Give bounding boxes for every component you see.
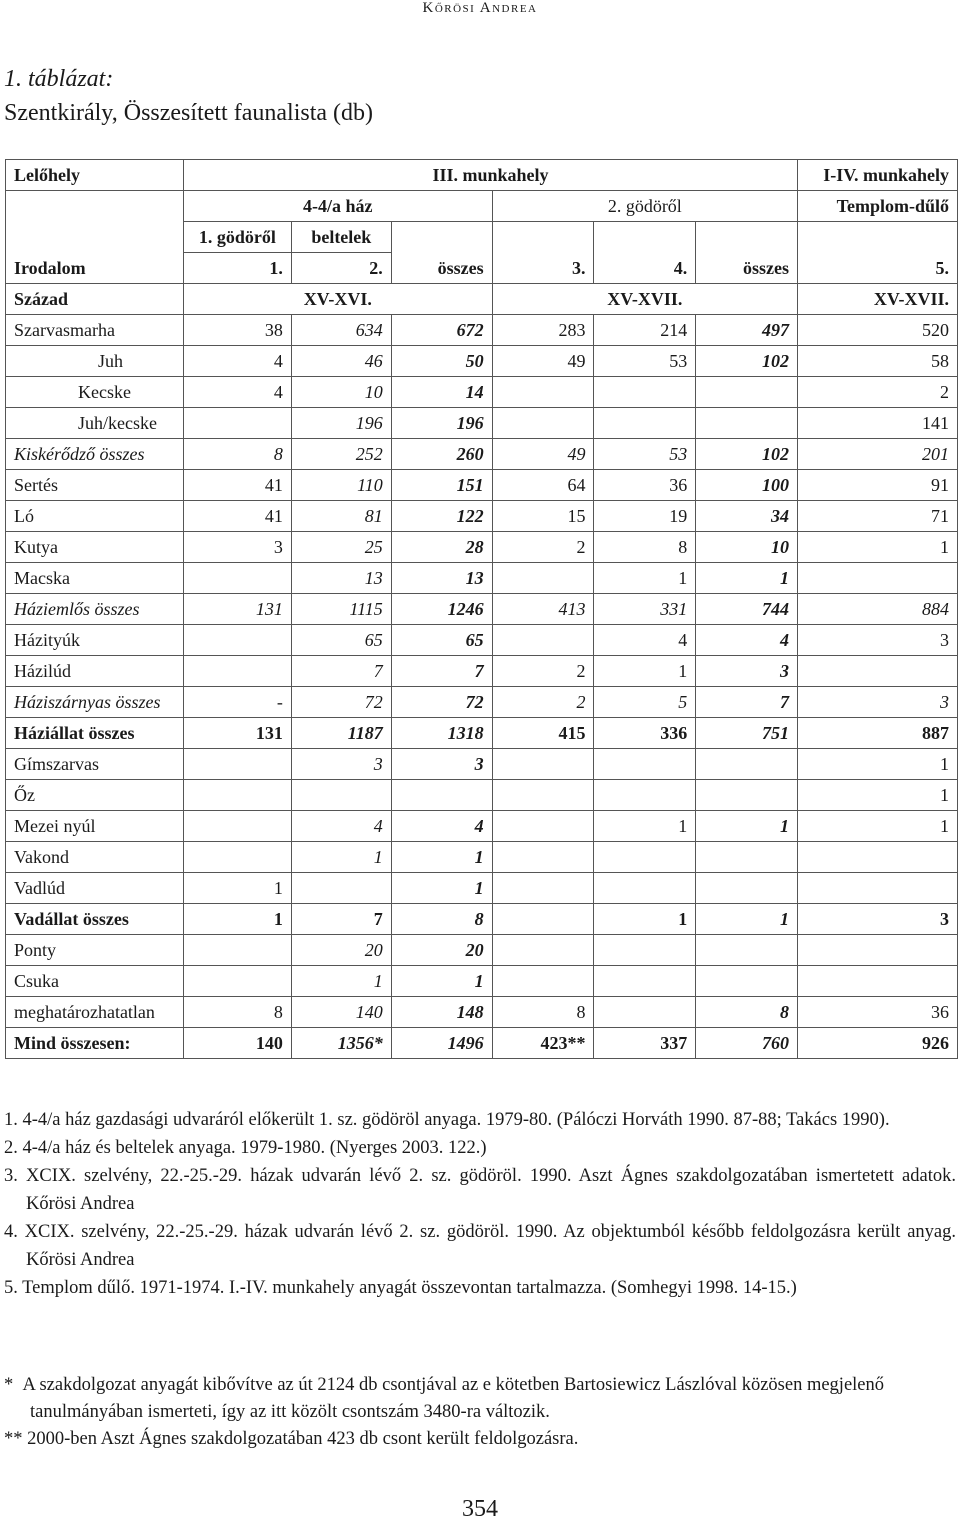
row-value: 53 [594, 439, 696, 470]
row-value [798, 563, 958, 594]
row-label: Háziszárnyas összes [6, 687, 184, 718]
header-row-features [6, 222, 958, 253]
table-row [6, 718, 958, 749]
row-value: 3 [798, 687, 958, 718]
row-label: Vakond [6, 842, 184, 873]
row-value: 53 [594, 346, 696, 377]
header-row-sites [6, 191, 958, 222]
row-value: 201 [798, 439, 958, 470]
row-value: 13 [291, 563, 391, 594]
caption-title: Szentkirály, Összesített faunalista (db) [4, 100, 373, 126]
row-value: 7 [391, 656, 492, 687]
row-label: Vadállat összes [6, 904, 184, 935]
row-value: 8 [391, 904, 492, 935]
row-value: 131 [183, 594, 291, 625]
row-value: 415 [492, 718, 594, 749]
row-value [492, 873, 594, 904]
row-value: 65 [291, 625, 391, 656]
note-item: 5. Templom dűlő. 1971-1974. I.-IV. munkahely anyagát összevontan tartalmazza. (Somhegyi 1998. 14-15.) [4, 1278, 797, 1298]
row-label: Juh/kecske [6, 408, 184, 439]
row-value: 2 [798, 377, 958, 408]
row-value: 884 [798, 594, 958, 625]
row-value: 72 [291, 687, 391, 718]
row-value: 252 [291, 439, 391, 470]
table-row [6, 997, 958, 1028]
row-label: Házilúd [6, 656, 184, 687]
header-ref1: 1. [183, 253, 291, 284]
row-value: 744 [696, 594, 798, 625]
row-value: 260 [391, 439, 492, 470]
header-century-a: XV-XVI. [183, 284, 492, 315]
footnote-mark: * [4, 1375, 14, 1395]
row-value: 34 [696, 501, 798, 532]
row-value: 1 [798, 780, 958, 811]
row-value: 8 [183, 997, 291, 1028]
row-value: 36 [594, 470, 696, 501]
table-row [6, 346, 958, 377]
row-value: 3 [391, 749, 492, 780]
row-value [183, 656, 291, 687]
row-value [798, 873, 958, 904]
header-blank [6, 191, 184, 222]
table-row [6, 749, 958, 780]
footnote-text: 2000-ben Aszt Ágnes szakdolgozatában 423 db csont került feldolgozásra. [27, 1429, 579, 1449]
row-value: 4 [291, 811, 391, 842]
row-value: 4 [183, 346, 291, 377]
row-value: 520 [798, 315, 958, 346]
table-row [6, 408, 958, 439]
row-value [291, 780, 391, 811]
row-value: 3 [291, 749, 391, 780]
row-value: 1246 [391, 594, 492, 625]
row-value [594, 780, 696, 811]
row-value: 38 [183, 315, 291, 346]
row-value: 423** [492, 1028, 594, 1059]
row-label: Őz [6, 780, 184, 811]
header-blank [696, 222, 798, 253]
row-value: 4 [594, 625, 696, 656]
footnote-item [4, 1372, 956, 1426]
row-value: 1 [594, 811, 696, 842]
row-value [183, 625, 291, 656]
row-value: 10 [696, 532, 798, 563]
row-value [492, 625, 594, 656]
row-value: 887 [798, 718, 958, 749]
row-value: 1 [594, 563, 696, 594]
row-value [696, 749, 798, 780]
row-value: 10 [291, 377, 391, 408]
row-value: 760 [696, 1028, 798, 1059]
row-value: 926 [798, 1028, 958, 1059]
row-label: Kecske [6, 377, 184, 408]
row-value [492, 966, 594, 997]
row-value [492, 842, 594, 873]
row-label: Macska [6, 563, 184, 594]
row-value: 5 [594, 687, 696, 718]
table-row [6, 315, 958, 346]
row-value: 1 [594, 904, 696, 935]
header-century-c: XV-XVII. [798, 284, 958, 315]
row-value [492, 408, 594, 439]
row-value: 140 [183, 1028, 291, 1059]
row-value: 1 [391, 842, 492, 873]
row-value: 497 [696, 315, 798, 346]
row-value: 28 [391, 532, 492, 563]
row-value [183, 842, 291, 873]
row-label: Ló [6, 501, 184, 532]
row-value: 1 [798, 749, 958, 780]
row-value [183, 749, 291, 780]
row-value: 102 [696, 439, 798, 470]
table-row [6, 656, 958, 687]
row-value: 36 [798, 997, 958, 1028]
row-value: 148 [391, 997, 492, 1028]
row-value [696, 966, 798, 997]
header-templom: Templom-dűlő [798, 191, 958, 222]
row-label: Mezei nyúl [6, 811, 184, 842]
table-row [6, 687, 958, 718]
row-value: 2 [492, 656, 594, 687]
row-value: 7 [696, 687, 798, 718]
header-irodalom: Irodalom [6, 253, 184, 284]
row-value [594, 966, 696, 997]
row-value [492, 904, 594, 935]
note-item: 4. XCIX. szelvény, 22.-25.-29. házak udvarán lévő 2. sz. gödöröl. 1990. Az objektumból később feldolgozásra került anyag. Kőrösi Andrea [4, 1222, 956, 1270]
row-value: 331 [594, 594, 696, 625]
row-value: 4 [183, 377, 291, 408]
row-value: 751 [696, 718, 798, 749]
row-value [492, 749, 594, 780]
row-value [492, 811, 594, 842]
row-value: 2 [492, 687, 594, 718]
table-caption [4, 62, 373, 130]
table-row [6, 873, 958, 904]
table-row [6, 470, 958, 501]
row-value: 50 [391, 346, 492, 377]
row-value: 3 [798, 625, 958, 656]
row-value [594, 935, 696, 966]
row-value [798, 842, 958, 873]
row-value: 634 [291, 315, 391, 346]
header-blank [492, 222, 594, 253]
row-value: 46 [291, 346, 391, 377]
row-label: Juh [6, 346, 184, 377]
row-value: 151 [391, 470, 492, 501]
row-value: 1 [696, 904, 798, 935]
row-value: 7 [291, 904, 391, 935]
row-value: 1 [798, 532, 958, 563]
row-value: 8 [492, 997, 594, 1028]
header-row-irodalom [6, 253, 958, 284]
row-value: 214 [594, 315, 696, 346]
row-value: 58 [798, 346, 958, 377]
note-item: 2. 4-4/a ház és beltelek anyaga. 1979-1980. (Nyerges 2003. 122.) [4, 1138, 487, 1158]
note-item: 1. 4-4/a ház gazdasági udvaráról előkerült 1. sz. gödöröl anyaga. 1979-80. (Pálóczi Horváth 1990. 87-88; Takács 1990). [4, 1110, 890, 1130]
row-value: 3 [798, 904, 958, 935]
row-value [183, 966, 291, 997]
row-label: Mind összesen: [6, 1028, 184, 1059]
row-value: 1 [391, 873, 492, 904]
header-row-szazad [6, 284, 958, 315]
row-label: Kiskérődző összes [6, 439, 184, 470]
row-value: 8 [696, 997, 798, 1028]
row-value: 15 [492, 501, 594, 532]
row-value: 1 [696, 811, 798, 842]
table-row [6, 377, 958, 408]
caption-number: 1. táblázat: [4, 66, 114, 92]
running-head: Kőrösi Andrea [422, 0, 538, 16]
table-row [6, 594, 958, 625]
row-value: 19 [594, 501, 696, 532]
row-label: Szarvasmarha [6, 315, 184, 346]
row-value: 1 [183, 873, 291, 904]
footnote-text: A szakdolgozat anyagát kibővítve az út 2124 db csontjával az e kötetben Bartosiewicz Lászlóval közösen megjelenő tanulmányában ismerteti, így az itt közölt csontszám 3480-ra változik. [22, 1375, 885, 1422]
note-item: 3. XCIX. szelvény, 22.-25.-29. házak udvarán lévő 2. sz. gödöröl. 1990. Aszt Ágnes szakdolgozatában ismertetett adatok. Kőrösi Andrea [4, 1166, 956, 1214]
row-value: 64 [492, 470, 594, 501]
header-haz: 4-4/a ház [183, 191, 492, 222]
header-century-b: XV-XVII. [492, 284, 797, 315]
row-value: 4 [391, 811, 492, 842]
row-value: 81 [291, 501, 391, 532]
row-value: 1 [183, 904, 291, 935]
row-value [798, 966, 958, 997]
row-value [594, 408, 696, 439]
row-value: 1496 [391, 1028, 492, 1059]
table-row [6, 439, 958, 470]
header-osszes-b: összes [696, 253, 798, 284]
header-szazad: Század [6, 284, 184, 315]
header-lelohely: Lelőhely [6, 160, 184, 191]
row-value: 20 [291, 935, 391, 966]
page-number: 354 [462, 1496, 498, 1522]
table-row [6, 935, 958, 966]
header-row-lelohely [6, 160, 958, 191]
row-value: 25 [291, 532, 391, 563]
row-value [696, 780, 798, 811]
row-value: 7 [291, 656, 391, 687]
header-blank [798, 222, 958, 253]
row-value: 1318 [391, 718, 492, 749]
row-value [291, 873, 391, 904]
row-value [183, 811, 291, 842]
row-value: 13 [391, 563, 492, 594]
row-label: Házityúk [6, 625, 184, 656]
fauna-table [5, 159, 958, 1059]
row-value: 72 [391, 687, 492, 718]
row-value: 1 [291, 966, 391, 997]
row-label: Kutya [6, 532, 184, 563]
row-value: 131 [183, 718, 291, 749]
row-value: 141 [798, 408, 958, 439]
row-value: 336 [594, 718, 696, 749]
header-blank [594, 222, 696, 253]
row-value: 1 [696, 563, 798, 594]
row-label: Sertés [6, 470, 184, 501]
row-value: 1 [291, 842, 391, 873]
row-value [183, 408, 291, 439]
row-value [183, 780, 291, 811]
table-row [6, 532, 958, 563]
row-value [798, 935, 958, 966]
table-row [6, 904, 958, 935]
header-osszes-a: összes [391, 253, 492, 284]
table-body [6, 315, 958, 1059]
row-value [798, 656, 958, 687]
row-value: 49 [492, 439, 594, 470]
row-value: 1 [391, 966, 492, 997]
header-ref3: 3. [492, 253, 594, 284]
row-value: 672 [391, 315, 492, 346]
row-value: 1356* [291, 1028, 391, 1059]
row-value [696, 842, 798, 873]
row-value [492, 935, 594, 966]
row-value: 110 [291, 470, 391, 501]
row-value: 3 [183, 532, 291, 563]
header-ref4: 4. [594, 253, 696, 284]
row-value [594, 842, 696, 873]
row-label: Vadlúd [6, 873, 184, 904]
row-value [696, 408, 798, 439]
row-value: 1 [798, 811, 958, 842]
row-value [594, 377, 696, 408]
row-value: 91 [798, 470, 958, 501]
table-row [6, 780, 958, 811]
row-value [696, 377, 798, 408]
row-value [696, 935, 798, 966]
table-row [6, 625, 958, 656]
row-value [594, 997, 696, 1028]
row-label: Ponty [6, 935, 184, 966]
table-row [6, 966, 958, 997]
table-row [6, 501, 958, 532]
row-value: 2 [492, 532, 594, 563]
row-value [492, 563, 594, 594]
header-blank [391, 222, 492, 253]
row-value: 14 [391, 377, 492, 408]
row-value: 196 [391, 408, 492, 439]
row-value [492, 377, 594, 408]
header-beltelek: beltelek [291, 222, 391, 253]
row-value [391, 780, 492, 811]
row-value: 1187 [291, 718, 391, 749]
header-workplace-3: III. munkahely [183, 160, 797, 191]
row-value [183, 563, 291, 594]
row-value: 4 [696, 625, 798, 656]
row-value: 41 [183, 501, 291, 532]
row-value [492, 780, 594, 811]
row-label: meghatározhatatlan [6, 997, 184, 1028]
row-value: 413 [492, 594, 594, 625]
row-value: 122 [391, 501, 492, 532]
footnote-item [4, 1426, 956, 1453]
row-value: 20 [391, 935, 492, 966]
row-label: Csuka [6, 966, 184, 997]
header-godor2: 2. gödöről [492, 191, 797, 222]
header-ref2: 2. [291, 253, 391, 284]
row-value [696, 873, 798, 904]
row-value: 49 [492, 346, 594, 377]
table-row [6, 811, 958, 842]
header-godor1: 1. gödöről [183, 222, 291, 253]
row-value: 65 [391, 625, 492, 656]
row-value [183, 935, 291, 966]
row-value: 196 [291, 408, 391, 439]
row-label: Háziállat összes [6, 718, 184, 749]
table-row [6, 1028, 958, 1059]
row-value: 3 [696, 656, 798, 687]
row-value: - [183, 687, 291, 718]
row-value [594, 873, 696, 904]
row-value: 71 [798, 501, 958, 532]
header-ref5: 5. [798, 253, 958, 284]
header-workplace-1-4: I-IV. munkahely [798, 160, 958, 191]
row-value: 102 [696, 346, 798, 377]
table-notes [4, 1106, 956, 1302]
row-value: 337 [594, 1028, 696, 1059]
header-blank [6, 222, 184, 253]
row-value: 8 [594, 532, 696, 563]
row-label: Gímszarvas [6, 749, 184, 780]
table-row [6, 842, 958, 873]
row-value: 1 [594, 656, 696, 687]
table-row [6, 563, 958, 594]
row-label: Háziemlős összes [6, 594, 184, 625]
row-value: 283 [492, 315, 594, 346]
row-value: 100 [696, 470, 798, 501]
row-value: 8 [183, 439, 291, 470]
row-value [594, 749, 696, 780]
row-value: 1115 [291, 594, 391, 625]
row-value: 41 [183, 470, 291, 501]
row-value: 140 [291, 997, 391, 1028]
footnote-mark: ** [4, 1429, 23, 1449]
footnotes [4, 1372, 956, 1453]
